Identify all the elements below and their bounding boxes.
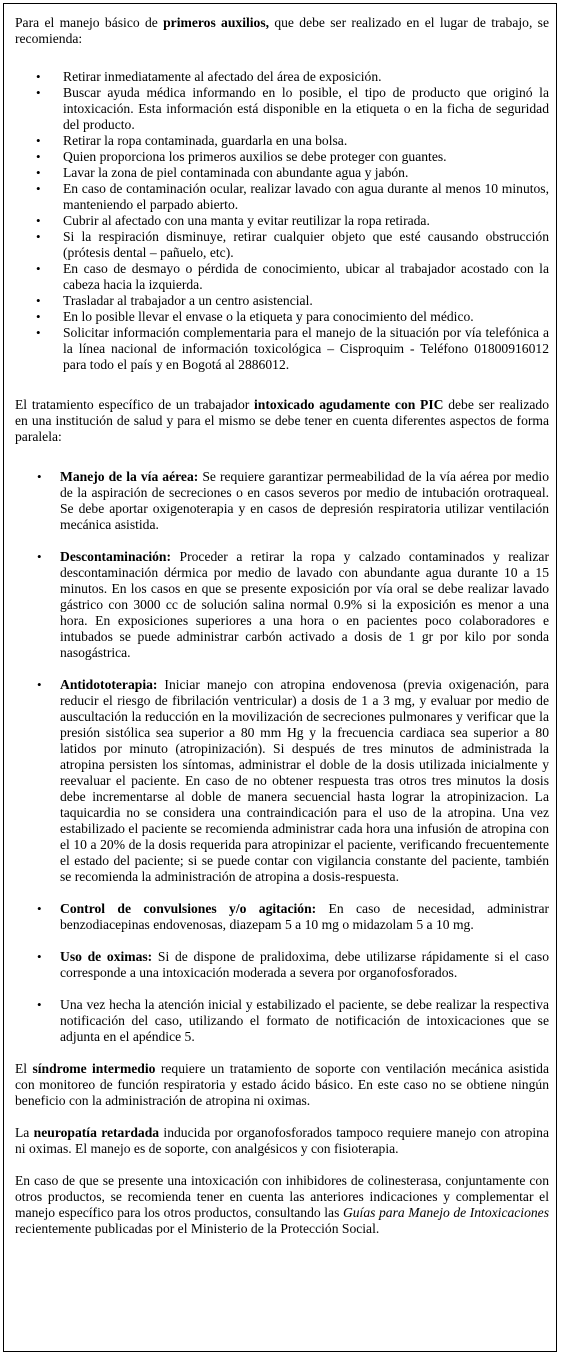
guide-title: Guías para Manejo de Intoxicaciones xyxy=(342,1205,550,1220)
treatment-intro-text: El tratamiento específico de un trabajador xyxy=(15,397,255,412)
item-text: Iniciar manejo con atropina endovenosa (previa oxigenación, para reducir el riesgo de fibrilación ventricular) a dosis de 1 a 3 mg, y evaluar por medio de auscultación la reducción en la movilización de secreciones pulmonares y verificar que la presión sistólica sea superior a 80 mm Hg y la frecuencia cardiaca sea superior a 80 latidos por minuto (atropinización). Si después de tres minutos de administrada la atropina persisten los síntomas, administrar el doble de la dosis utilizada inicialmente y reevaluar el paciente. En caso de no obtener respuesta tras otros tres minutos la dosis debe incrementarse al doble de manera secuencial hasta lograr la atropinizacion. La taquicardia no se considera una contraindicación para el uso de la atropina. Una vez estabilizado el paciente se recomienda administrar cada hora una infusión de atropina con el 10 a 20% de la dosis requerida para atropinizar el paciente, verificando frecuentemente el estado del paciente; si se puede contar con vigilancia constante del paciente, también se recomienda la administración de atropina a dosis-respuesta. xyxy=(60,677,549,884)
item-title: Descontaminación: xyxy=(60,549,172,564)
list-item-decontamination xyxy=(60,549,549,661)
neuropathy-paragraph xyxy=(15,1125,549,1157)
paragraph-bold: neuropatía retardada xyxy=(33,1125,160,1140)
paragraph-text-end: inducida por organofosforados tampoco requiere manejo con atropina ni oximas. El manejo es de soporte, con analgésicos y con fisioterapia. xyxy=(15,1125,549,1156)
intro-text-end: que debe ser realizado en el lugar de trabajo, se recomienda: xyxy=(15,15,549,46)
list-item: • Solicitar información complementaria para el manejo de la situación por vía telefónica a la línea nacional de información toxicológica – Cisproquim - Teléfono 01800916012 para todo el país y en Bogotá al 2886012. xyxy=(63,325,549,373)
intro-text: Para el manejo básico de xyxy=(15,15,164,30)
item-title: Control de convulsiones y/o agitación: xyxy=(60,901,317,916)
item-title: Uso de oximas: xyxy=(60,949,153,964)
list-item: • Trasladar al trabajador a un centro asistencial. xyxy=(63,293,549,309)
item-text: En caso de necesidad, administrar benzodiacepinas endovenosas, diazepam 5 a 10 mg o midazolam 5 a 10 mg. xyxy=(60,901,550,932)
treatment-intro-paragraph xyxy=(15,397,549,445)
list-item: • Buscar ayuda médica informando en lo posible, el tipo de producto que originó la intoxicación. Esta información está disponible en la etiqueta o en la ficha de seguridad del producto. xyxy=(63,85,549,133)
treatment-list xyxy=(15,469,549,1045)
list-item: • Retirar inmediatamente al afectado del área de exposición. xyxy=(63,69,549,85)
paragraph-text-end: recientemente publicadas por el Ministerio de la Protección Social. xyxy=(15,1221,380,1236)
list-item: • En lo posible llevar el envase o la etiqueta y para conocimiento del médico. xyxy=(63,309,549,325)
item-text: Proceder a retirar la ropa y calzado contaminados y realizar descontaminación dérmica por medio de lavado con abundante agua durante 10 a 15 minutos. En los casos en que se presente exposición por vía oral se debe realizar lavado gástrico con 3000 cc de solución salina normal 0.9% si la exposición es menor a una hora. En exposiciones superiores a una hora o en pacientes poco colaboradores e intubados se puede administrar carbón activado a dosis de 1 gr por kilo por sonda nasogástrica. xyxy=(60,549,549,660)
treatment-intro-text-end: debe ser realizado en una institución de salud y para el mismo se debe tener en cuenta diferentes aspectos de forma paralela: xyxy=(15,397,549,444)
list-item: • En caso de desmayo o pérdida de conocimiento, ubicar al trabajador acostado con la cabeza hacia la izquierda. xyxy=(63,261,549,293)
list-item-airway xyxy=(60,469,549,533)
list-item: • Quien proporciona los primeros auxilios se debe proteger con guantes. xyxy=(63,149,549,165)
paragraph-bold: síndrome intermedio xyxy=(32,1061,156,1076)
list-item-notification xyxy=(60,997,549,1045)
paragraph-text: El xyxy=(15,1061,33,1076)
list-item-oximes xyxy=(60,949,549,981)
closing-paragraph xyxy=(15,1173,549,1237)
list-item: • Lavar la zona de piel contaminada con abundante agua y jabón. xyxy=(63,165,549,181)
list-item: • Si la respiración disminuye, retirar cualquier objeto que esté causando obstrucción (prótesis dental – pañuelo, etc). xyxy=(63,229,549,261)
paragraph-text-end: requiere un tratamiento de soporte con ventilación mecánica asistida con monitoreo de función respiratoria y estado ácido básico. En este caso no se obtiene ningún beneficio con la administración de atropina ni oximas. xyxy=(15,1061,549,1108)
list-item: • Retirar la ropa contaminada, guardarla en una bolsa. xyxy=(63,133,549,149)
first-aid-list xyxy=(15,69,549,373)
item-text: Una vez hecha la atención inicial y estabilizado el paciente, se debe realizar la respectiva notificación del caso, utilizando el formato de notificación de intoxicaciones que se adjunta en el apéndice 5. xyxy=(60,997,549,1044)
list-item-convulsions xyxy=(60,901,549,933)
intro-paragraph xyxy=(15,15,549,47)
list-item: • Cubrir al afectado con una manta y evitar reutilizar la ropa retirada. xyxy=(63,213,549,229)
paragraph-text: En caso de que se presente una intoxicación con inhibidores de colinesterasa, conjuntamente con otros productos, se recomienda tener en cuenta las anteriores indicaciones y complementar el manejo específico para los otros productos, consultando las xyxy=(15,1173,549,1220)
item-text: Si de dispone de pralidoxima, debe utilizarse rápidamente si el caso corresponde a una intoxicación moderada a severa por organofosforados. xyxy=(60,949,549,980)
treatment-intro-bold: intoxicado agudamente con PIC xyxy=(254,397,444,412)
item-title: Manejo de la vía aérea: xyxy=(60,469,199,484)
paragraph-text: La xyxy=(15,1125,34,1140)
list-item: • En caso de contaminación ocular, realizar lavado con agua durante al menos 10 minutos, manteniendo el parpado abierto. xyxy=(63,181,549,213)
intro-bold: primeros auxilios, xyxy=(163,15,270,30)
list-item-antidote xyxy=(60,677,549,885)
document-frame xyxy=(3,3,557,1352)
intermediate-syndrome-paragraph xyxy=(15,1061,549,1109)
item-text: Se requiere garantizar permeabilidad de la vía aérea por medio de la aspiración de secreciones o en casos severos por medio de intubación orotraqueal. Se debe aportar oxigenoterapia y en casos de depresión respiratoria utilizar ventilación mecánica asistida. xyxy=(60,469,549,532)
item-title: Antidototerapia: xyxy=(60,677,158,692)
